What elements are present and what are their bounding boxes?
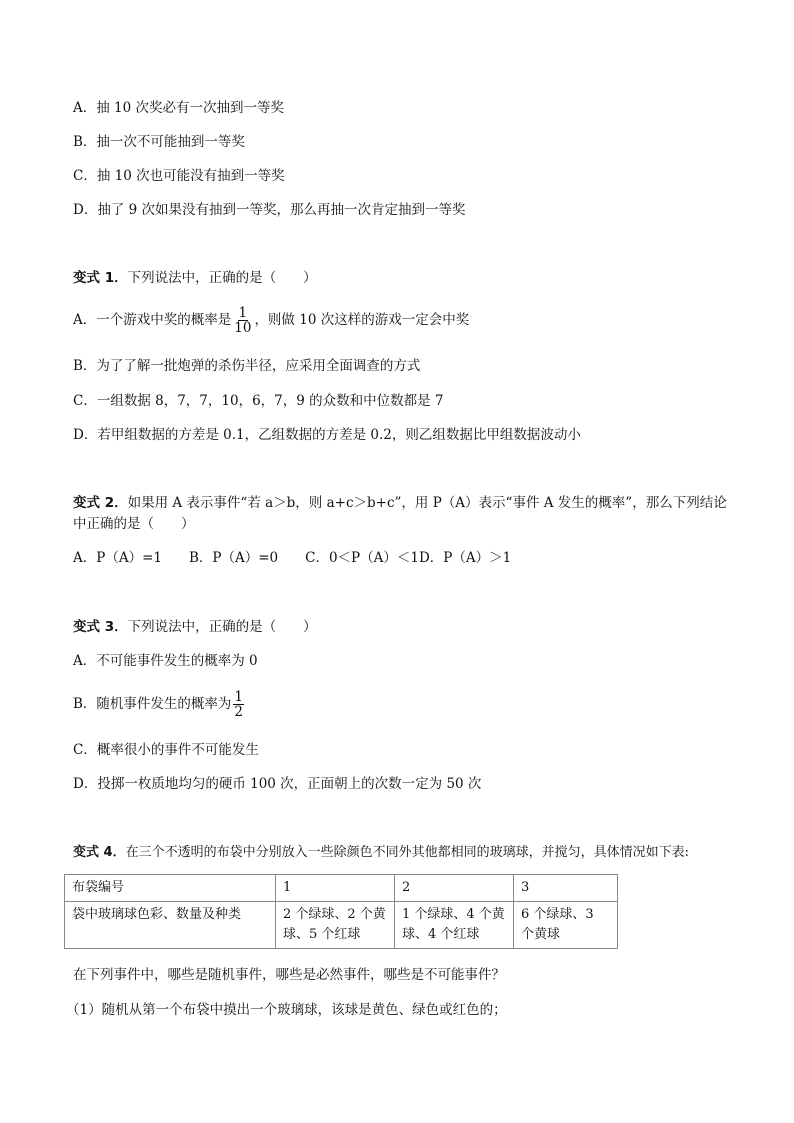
q4-question: 在下列事件中，哪些是随机事件，哪些是必然事件，哪些是不可能事件？ xyxy=(73,967,505,983)
q1-option-a-text: A．一个游戏中奖的概率是 xyxy=(73,312,232,328)
table-cell: 1 个绿球、4 个黄球、4 个红球 xyxy=(395,902,514,949)
q4-stem-line xyxy=(73,844,689,862)
q2-stem: 如果用 A 表示事件“若 a＞b，则 a+c＞b+c”，用 P（A）表示“事件 A 发生的概率”，那么下列结论 xyxy=(127,495,727,511)
q1-option-a xyxy=(73,305,469,335)
table-cell: 2 xyxy=(395,875,514,902)
q3-option-a: A．不可能事件发生的概率为 0 xyxy=(73,653,258,669)
q3-stem: 下列说法中，正确的是（ ） xyxy=(127,619,317,635)
q1-option-d: D．若甲组数据的方差是 0.1，乙组数据的方差是 0.2，则乙组数据比甲组数据波动小 xyxy=(73,427,581,443)
fraction-one-tenth xyxy=(233,306,252,335)
fraction-numerator: 1 xyxy=(234,689,244,705)
q3-option-b xyxy=(73,689,246,719)
q2-label: 变式 2． xyxy=(73,495,128,511)
q1-label: 变式 1． xyxy=(73,270,128,286)
q3-option-d: D．投掷一枚质地均匀的硬币 100 次，正面朝上的次数一定为 50 次 xyxy=(73,776,482,792)
q1-option-b: B．为了了解一批炮弹的杀伤半径，应采用全面调查的方式 xyxy=(73,358,421,374)
bag-info-table xyxy=(64,874,618,949)
q0-option-a: A．抽 10 次奖必有一次抽到一等奖 xyxy=(73,100,285,116)
q1-option-c: C．一组数据 8，7，7，10，6，7，9 的众数和中位数都是 7 xyxy=(73,393,444,409)
table-cell: 2 个绿球、2 个黄球、5 个红球 xyxy=(276,902,395,949)
table-row xyxy=(65,902,618,949)
fraction-denominator: 10 xyxy=(234,320,252,336)
q2-stem-line2: 中正确的是（ ） xyxy=(73,516,195,532)
table-cell: 袋中玻璃球色彩、数量及种类 xyxy=(65,902,276,949)
q0-option-c: C．抽 10 次也可能没有抽到一等奖 xyxy=(73,168,285,184)
q4-label: 变式 4． xyxy=(73,845,126,860)
q3-option-c: C．概率很小的事件不可能发生 xyxy=(73,742,259,758)
table-cell: 6 个绿球、3 个黄球 xyxy=(514,902,618,949)
q1-stem-line xyxy=(73,269,317,287)
fraction-one-half xyxy=(233,690,244,719)
q1-stem: 下列说法中，正确的是（ ） xyxy=(127,270,317,286)
q4-subquestion-1: （1）随机从第一个布袋中摸出一个玻璃球，该球是黄色、绿色或红色的； xyxy=(66,1002,507,1018)
q0-option-d: D．抽了 9 次如果没有抽到一等奖，那么再抽一次肯定抽到一等奖 xyxy=(73,202,466,218)
table-cell: 3 xyxy=(514,875,618,902)
table-cell: 1 xyxy=(276,875,395,902)
q3-option-b-text: B．随机事件发生的概率为 xyxy=(73,696,232,712)
q2-stem-line1 xyxy=(73,494,727,512)
fraction-denominator: 2 xyxy=(234,704,244,720)
q4-stem: 在三个不透明的布袋中分别放入一些除颜色不同外其他都相同的玻璃球，并搅匀，具体情况如下表: xyxy=(125,845,689,860)
q3-stem-line xyxy=(73,618,317,636)
fraction-numerator: 1 xyxy=(238,305,248,321)
q3-label: 变式 3． xyxy=(73,619,128,635)
q0-option-b: B．抽一次不可能抽到一等奖 xyxy=(73,134,245,150)
table-cell: 布袋编号 xyxy=(65,875,276,902)
table-header-row xyxy=(65,875,618,902)
q2-options: A．P（A）=1 B．P（A）=0 C．0＜P（A）＜1D．P（A）＞1 xyxy=(73,550,512,566)
q1-option-a-text-end: ，则做 10 次这样的游戏一定会中奖 xyxy=(254,312,470,328)
